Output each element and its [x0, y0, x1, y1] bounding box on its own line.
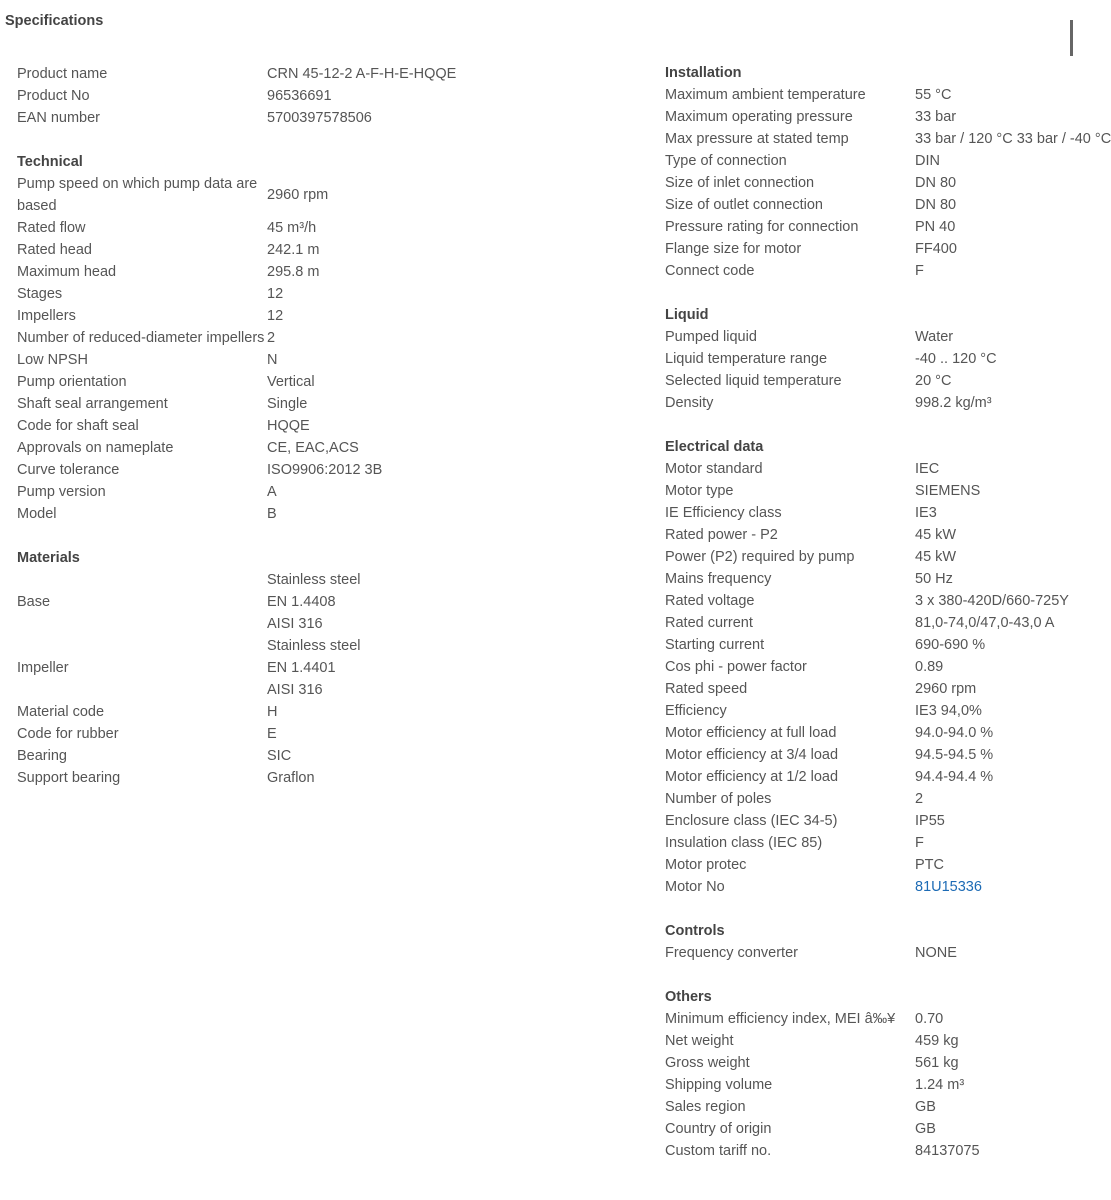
- spec-row-rated-power-p2: [665, 524, 1075, 546]
- spec-value: 84137075: [915, 1143, 980, 1159]
- spec-row-maximum-operating-pressure: [665, 106, 1075, 128]
- spec-value: 45 kW: [915, 549, 957, 565]
- spec-value: 998.2 kg/m³: [915, 395, 992, 411]
- page-title: Specifications: [5, 13, 104, 29]
- spec-label: Rated power - P2: [665, 527, 778, 543]
- section-others: [665, 986, 1075, 1162]
- spec-row-low-npsh: [17, 349, 637, 371]
- spec-row-material-code: [17, 701, 637, 723]
- spec-row-shipping-volume: [665, 1074, 1075, 1096]
- spec-label: Impellers: [17, 308, 76, 324]
- section-controls: [665, 920, 1075, 964]
- spec-label: Cos phi - power factor: [665, 659, 807, 675]
- spec-row-mains-frequency: [665, 568, 1075, 590]
- spec-label: Motor standard: [665, 461, 763, 477]
- spec-row-ean-number: [17, 107, 637, 129]
- spec-label: Rated voltage: [665, 593, 755, 609]
- spec-value: NONE: [915, 945, 957, 961]
- spec-row-bearing: [17, 745, 637, 767]
- spec-value: 94.5-94.5 %: [915, 747, 994, 763]
- right-column: [665, 62, 1111, 1184]
- spec-row-power-p2-required-by-pump: [665, 546, 1075, 568]
- spec-value: 45 m³/h: [267, 220, 317, 236]
- spec-value: 2: [267, 330, 276, 346]
- spec-row-rated-speed: [665, 678, 1075, 700]
- spec-value: Single: [267, 396, 308, 412]
- spec-row-frequency-converter: [665, 942, 1075, 964]
- section-item: [17, 63, 637, 129]
- section-materials: [17, 547, 637, 789]
- spec-value: IE3: [915, 505, 937, 521]
- spec-value: 81,0-74,0/47,0-43,0 A: [915, 615, 1055, 631]
- spec-value-link[interactable]: 81U15336: [915, 879, 982, 895]
- spec-row-curve-tolerance: [17, 459, 637, 481]
- spec-row-product-no: [17, 85, 637, 107]
- spec-value: SIC: [267, 748, 292, 764]
- spec-row-cos-phi-power-factor: [665, 656, 1075, 678]
- spec-row-support-bearing: [17, 767, 637, 789]
- spec-value: 2960 rpm: [267, 187, 329, 203]
- spec-label: Code for rubber: [17, 726, 119, 742]
- spec-label: EAN number: [17, 110, 101, 126]
- spec-value: 5700397578506: [267, 110, 372, 126]
- spec-row-insulation-class-iec-85: [665, 832, 1075, 854]
- spec-label: Shipping volume: [665, 1077, 773, 1093]
- spec-label: Density: [665, 395, 714, 411]
- spec-row-starting-current: [665, 634, 1075, 656]
- spec-label: Flange size for motor: [665, 241, 802, 257]
- section-liquid: [665, 304, 1075, 414]
- spec-value: Graflon: [267, 770, 315, 786]
- spec-label: Material code: [17, 704, 105, 720]
- spec-value: HQQE: [267, 418, 310, 434]
- spec-value: 2960 rpm: [915, 681, 977, 697]
- spec-row-gross-weight: [665, 1052, 1075, 1074]
- section-title: Liquid: [665, 307, 709, 323]
- spec-label: Pump speed on which pump data are based: [17, 176, 258, 214]
- spec-label: Motor efficiency at 3/4 load: [665, 747, 839, 763]
- spec-row-impellers: [17, 305, 637, 327]
- spec-label: Net weight: [665, 1033, 734, 1049]
- spec-row-maximum-ambient-temperature: [665, 84, 1075, 106]
- section-title: Materials: [17, 550, 80, 566]
- spec-label: Maximum ambient temperature: [665, 87, 866, 103]
- spec-value: 12: [267, 286, 284, 302]
- spec-row-model: [17, 503, 637, 525]
- spec-value: -40 .. 120 °C: [915, 351, 997, 367]
- spec-label: Minimum efficiency index, MEI â‰¥: [665, 1011, 896, 1027]
- spec-value: 33 bar: [915, 109, 957, 125]
- spec-label: Motor efficiency at 1/2 load: [665, 769, 839, 785]
- spec-value: 55 °C: [915, 87, 952, 103]
- spec-label: Motor No: [665, 879, 725, 895]
- spec-label: Support bearing: [17, 770, 121, 786]
- spec-row-pump-orientation: [17, 371, 637, 393]
- spec-row-motor-type: [665, 480, 1075, 502]
- spec-label: Model: [17, 506, 57, 522]
- spec-value: B: [267, 506, 277, 522]
- spec-value: 94.4-94.4 %: [915, 769, 994, 785]
- spec-row-pump-speed-on-which-pump-data-are-based: [17, 173, 637, 217]
- spec-row-pump-version: [17, 481, 637, 503]
- spec-row-net-weight: [665, 1030, 1075, 1052]
- spec-value: 0.70: [915, 1011, 944, 1027]
- spec-label: Type of connection: [665, 153, 787, 169]
- spec-row-maximum-head: [17, 261, 637, 283]
- spec-value: 20 °C: [915, 373, 952, 389]
- spec-row-sales-region: [665, 1096, 1075, 1118]
- spec-value: 12: [267, 308, 284, 324]
- spec-label: Rated speed: [665, 681, 748, 697]
- spec-label: Pump version: [17, 484, 106, 500]
- spec-label: Rated flow: [17, 220, 86, 236]
- spec-value: IE3 94,0%: [915, 703, 982, 719]
- spec-value: GB: [915, 1121, 936, 1137]
- spec-label: Frequency converter: [665, 945, 798, 961]
- spec-value: F: [915, 263, 924, 279]
- spec-row-max-pressure-at-stated-temp: [665, 128, 1111, 150]
- spec-label: Selected liquid temperature: [665, 373, 842, 389]
- spec-label: Motor type: [665, 483, 734, 499]
- spec-row-custom-tariff-no: [665, 1140, 1075, 1162]
- spec-row-motor-standard: [665, 458, 1075, 480]
- section-title: Installation: [665, 65, 742, 81]
- spec-row-country-of-origin: [665, 1118, 1075, 1140]
- section-title: Electrical data: [665, 439, 764, 455]
- spec-value: 561 kg: [915, 1055, 959, 1071]
- spec-row-rated-current: [665, 612, 1075, 634]
- spec-value: PN 40: [915, 219, 956, 235]
- spec-value: A: [267, 484, 277, 500]
- spec-value: Stainless steel EN 1.4401 AISI 316: [267, 638, 361, 698]
- spec-row-base: [17, 569, 637, 635]
- spec-value: F: [915, 835, 924, 851]
- spec-row-liquid-temperature-range: [665, 348, 1075, 370]
- spec-value: 96536691: [267, 88, 332, 104]
- spec-label: Pump orientation: [17, 374, 127, 390]
- spec-row-shaft-seal-arrangement: [17, 393, 637, 415]
- spec-label: Maximum head: [17, 264, 117, 280]
- spec-value: 295.8 m: [267, 264, 320, 280]
- spec-value: E: [267, 726, 277, 742]
- spec-label: Stages: [17, 286, 63, 302]
- spec-label: Rated current: [665, 615, 753, 631]
- spec-label: Mains frequency: [665, 571, 772, 587]
- spec-row-impeller: [17, 635, 637, 701]
- spec-value: Stainless steel EN 1.4408 AISI 316: [267, 572, 361, 632]
- spec-row-motor-no: [665, 876, 1075, 898]
- spec-row-pumped-liquid: [665, 326, 1075, 348]
- spec-value: N: [267, 352, 278, 368]
- section-title: Technical: [17, 154, 83, 170]
- spec-value: 33 bar / 120 °C 33 bar / -40 °C: [915, 131, 1111, 147]
- spec-label: Insulation class (IEC 85): [665, 835, 823, 851]
- spec-value: 2: [915, 791, 924, 807]
- spec-value: CRN 45-12-2 A-F-H-E-HQQE: [267, 66, 457, 82]
- section-installation: [665, 62, 1111, 282]
- spec-row-density: [665, 392, 1075, 414]
- spec-label: Product No: [17, 88, 90, 104]
- spec-row-size-of-inlet-connection: [665, 172, 1075, 194]
- spec-label: Product name: [17, 66, 108, 82]
- spec-value: SIEMENS: [915, 483, 981, 499]
- spec-label: Gross weight: [665, 1055, 750, 1071]
- spec-label: Low NPSH: [17, 352, 88, 368]
- spec-label: Power (P2) required by pump: [665, 549, 855, 565]
- spec-label: Enclosure class (IEC 34-5): [665, 813, 838, 829]
- spec-label: Custom tariff no.: [665, 1143, 772, 1159]
- spec-row-type-of-connection: [665, 150, 1075, 172]
- spec-row-code-for-rubber: [17, 723, 637, 745]
- spec-value: 242.1 m: [267, 242, 320, 258]
- spec-value: FF400: [915, 241, 957, 257]
- spec-label: Shaft seal arrangement: [17, 396, 168, 412]
- spec-value: IEC: [915, 461, 940, 477]
- spec-row-rated-flow: [17, 217, 637, 239]
- spec-row-flange-size-for-motor: [665, 238, 1075, 260]
- spec-row-stages: [17, 283, 637, 305]
- spec-value: DIN: [915, 153, 940, 169]
- spec-label: Sales region: [665, 1099, 746, 1115]
- spec-label: Max pressure at stated temp: [665, 131, 849, 147]
- section-title: Others: [665, 989, 712, 1005]
- spec-label: Maximum operating pressure: [665, 109, 853, 125]
- spec-value: 94.0-94.0 %: [915, 725, 994, 741]
- spec-row-minimum-efficiency-index-mei: [665, 1008, 1075, 1030]
- spec-row-selected-liquid-temperature: [665, 370, 1075, 392]
- left-column: [17, 63, 637, 811]
- spec-label: Bearing: [17, 748, 67, 764]
- spec-value: GB: [915, 1099, 936, 1115]
- spec-value: IP55: [915, 813, 945, 829]
- section-title: Controls: [665, 923, 725, 939]
- spec-label: Rated head: [17, 242, 92, 258]
- spec-value: 1.24 m³: [915, 1077, 965, 1093]
- spec-row-enclosure-class-iec-34-5: [665, 810, 1075, 832]
- spec-label: IE Efficiency class: [665, 505, 782, 521]
- spec-label: Curve tolerance: [17, 462, 120, 478]
- spec-value: 50 Hz: [915, 571, 953, 587]
- spec-row-motor-efficiency-at-full-load: [665, 722, 1075, 744]
- spec-value: DN 80: [915, 175, 957, 191]
- spec-row-approvals-on-nameplate: [17, 437, 637, 459]
- spec-label: Motor efficiency at full load: [665, 725, 837, 741]
- spec-value: 690-690 %: [915, 637, 986, 653]
- spec-label: Efficiency: [665, 703, 727, 719]
- spec-label: Motor protec: [665, 857, 747, 873]
- spec-label: Code for shaft seal: [17, 418, 139, 434]
- spec-value: DN 80: [915, 197, 957, 213]
- spec-row-efficiency: [665, 700, 1075, 722]
- spec-label: Connect code: [665, 263, 755, 279]
- spec-row-size-of-outlet-connection: [665, 194, 1075, 216]
- spec-value: 45 kW: [915, 527, 957, 543]
- spec-value: 459 kg: [915, 1033, 959, 1049]
- spec-value: 0.89: [915, 659, 944, 675]
- spec-value: 3 x 380-420D/660-725Y: [915, 593, 1069, 609]
- spec-row-motor-efficiency-at-3-4-load: [665, 744, 1075, 766]
- spec-row-code-for-shaft-seal: [17, 415, 637, 437]
- spec-row-product-name: [17, 63, 637, 85]
- spec-value: Water: [915, 329, 954, 345]
- spec-label: Size of inlet connection: [665, 175, 815, 191]
- spec-label: Country of origin: [665, 1121, 772, 1137]
- section-technical: [17, 151, 637, 525]
- spec-label: Pumped liquid: [665, 329, 757, 345]
- spec-label: Base: [17, 594, 51, 610]
- spec-value: CE, EAC,ACS: [267, 440, 359, 456]
- spec-value: Vertical: [267, 374, 315, 390]
- spec-row-connect-code: [665, 260, 1075, 282]
- spec-row-motor-protec: [665, 854, 1075, 876]
- spec-label: Number of reduced-diameter impellers: [17, 330, 265, 346]
- spec-label: Size of outlet connection: [665, 197, 823, 213]
- spec-value: PTC: [915, 857, 944, 873]
- spec-row-pressure-rating-for-connection: [665, 216, 1075, 238]
- spec-row-number-of-poles: [665, 788, 1075, 810]
- scrollbar-thumb[interactable]: [1070, 20, 1073, 56]
- spec-row-number-of-reduced-diameter-impellers: [17, 327, 637, 349]
- spec-row-rated-voltage: [665, 590, 1075, 612]
- spec-label: Approvals on nameplate: [17, 440, 174, 456]
- spec-label: Number of poles: [665, 791, 772, 807]
- spec-label: Liquid temperature range: [665, 351, 828, 367]
- spec-value: ISO9906:2012 3B: [267, 462, 383, 478]
- spec-value: H: [267, 704, 278, 720]
- spec-label: Impeller: [17, 660, 69, 676]
- spec-row-ie-efficiency-class: [665, 502, 1075, 524]
- spec-row-rated-head: [17, 239, 637, 261]
- section-electrical-data: [665, 436, 1075, 898]
- spec-label: Starting current: [665, 637, 765, 653]
- spec-label: Pressure rating for connection: [665, 219, 859, 235]
- spec-row-motor-efficiency-at-1-2-load: [665, 766, 1075, 788]
